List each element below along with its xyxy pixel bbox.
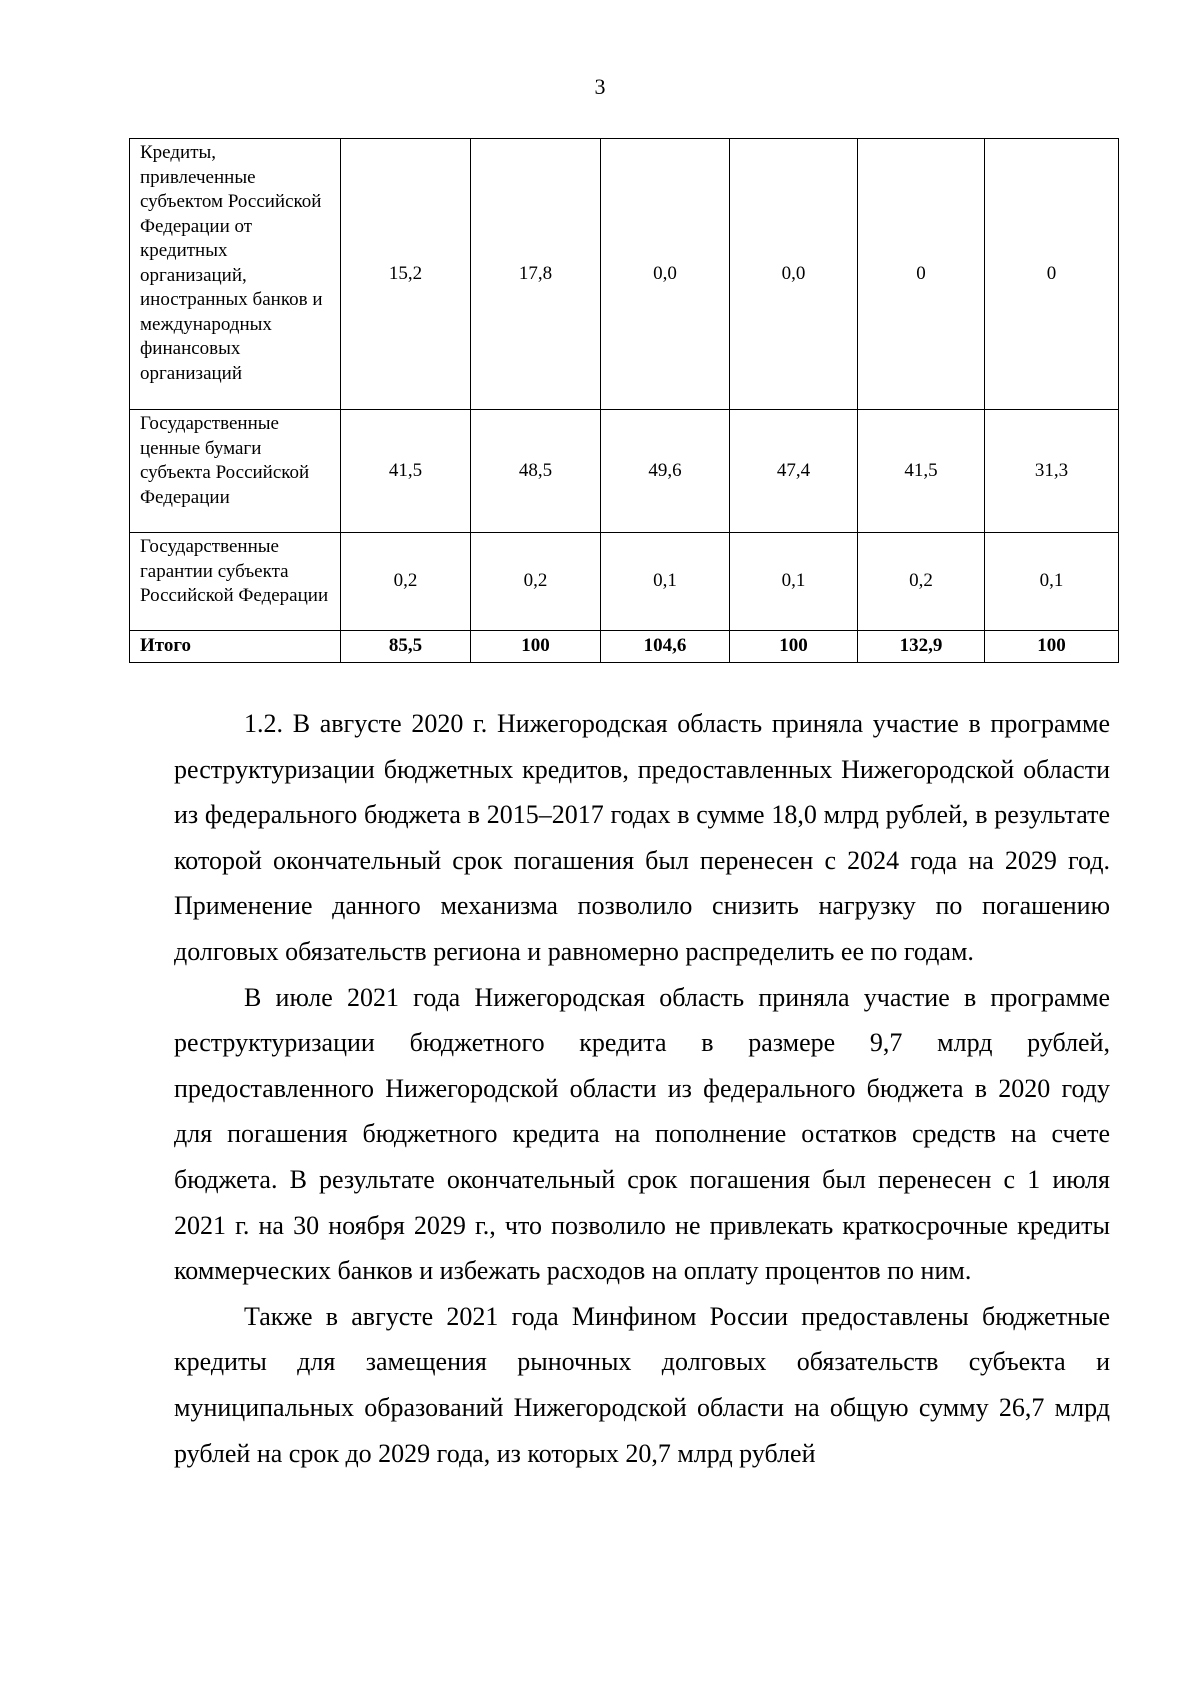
table-cell: 85,5 xyxy=(341,631,471,663)
table-cell: 0,1 xyxy=(730,533,858,631)
table-row xyxy=(130,410,1119,533)
table-cell: 47,4 xyxy=(730,410,858,533)
row-label: Государственные ценные бумаги субъекта Российской Федерации xyxy=(130,410,341,533)
table-cell: 17,8 xyxy=(471,139,601,410)
table-cell: 0 xyxy=(858,139,985,410)
table-cell: 0 xyxy=(985,139,1119,410)
body-text xyxy=(174,701,1110,1476)
row-label: Государственные гарантии субъекта Российской Федерации xyxy=(130,533,341,631)
table-total-row xyxy=(130,631,1119,663)
table-cell: 49,6 xyxy=(601,410,730,533)
table-cell: 0,2 xyxy=(341,533,471,631)
table-cell: 0,2 xyxy=(858,533,985,631)
row-label: Итого xyxy=(130,631,341,663)
table-cell: 100 xyxy=(730,631,858,663)
table-cell: 0,2 xyxy=(471,533,601,631)
table-cell: 104,6 xyxy=(601,631,730,663)
table-cell: 48,5 xyxy=(471,410,601,533)
table-cell: 31,3 xyxy=(985,410,1119,533)
table-cell: 41,5 xyxy=(341,410,471,533)
table-cell: 0,1 xyxy=(985,533,1119,631)
table-row xyxy=(130,533,1119,631)
table-cell: 0,0 xyxy=(730,139,858,410)
row-label: Кредиты, привлеченные субъектом Российской Федерации от кредитных организаций, иностранных банков и международных финансовых организаций xyxy=(130,139,341,410)
paragraph: Также в августе 2021 года Минфином России предоставлены бюджетные кредиты для замещения рыночных долговых обязательств субъекта и муниципальных образований Нижегородской области на общую сумму 26,7 млрд рублей на срок до 2029 года, из которых 20,7 млрд рублей xyxy=(174,1301,1110,1468)
table-cell: 132,9 xyxy=(858,631,985,663)
table-cell: 0,1 xyxy=(601,533,730,631)
table-row xyxy=(130,139,1119,410)
debt-structure-table xyxy=(129,138,1119,663)
paragraph: В июле 2021 года Нижегородская область приняла участие в программе реструктуризации бюджетного кредита в размере 9,7 млрд рублей, предоставленного Нижегородской области из федерального бюджета в 2020 году для погашения бюджетного кредита на пополнение остатков средств на счете бюджета. В результате окончательный срок погашения был перенесен с 1 июля 2021 г. на 30 ноября 2029 г., что позволило не привлекать краткосрочные кредиты коммерческих банков и избежать расходов на оплату процентов по ним. xyxy=(174,982,1110,1286)
page-number: 3 xyxy=(594,74,606,99)
table-cell: 100 xyxy=(471,631,601,663)
paragraph: 1.2. В августе 2020 г. Нижегородская область приняла участие в программе реструктуризации бюджетных кредитов, предоставленных Нижегородской области из федерального бюджета в 2015–2017 годах в сумме 18,0 млрд рублей, в результате которой окончательный срок погашения был перенесен с 2024 года на 2029 год. Применение данного механизма позволило снизить нагрузку по погашению долговых обязательств региона и равномерно распределить ее по годам. xyxy=(174,709,1110,966)
table-cell: 0,0 xyxy=(601,139,730,410)
table-cell: 15,2 xyxy=(341,139,471,410)
table-cell: 41,5 xyxy=(858,410,985,533)
table-cell: 100 xyxy=(985,631,1119,663)
